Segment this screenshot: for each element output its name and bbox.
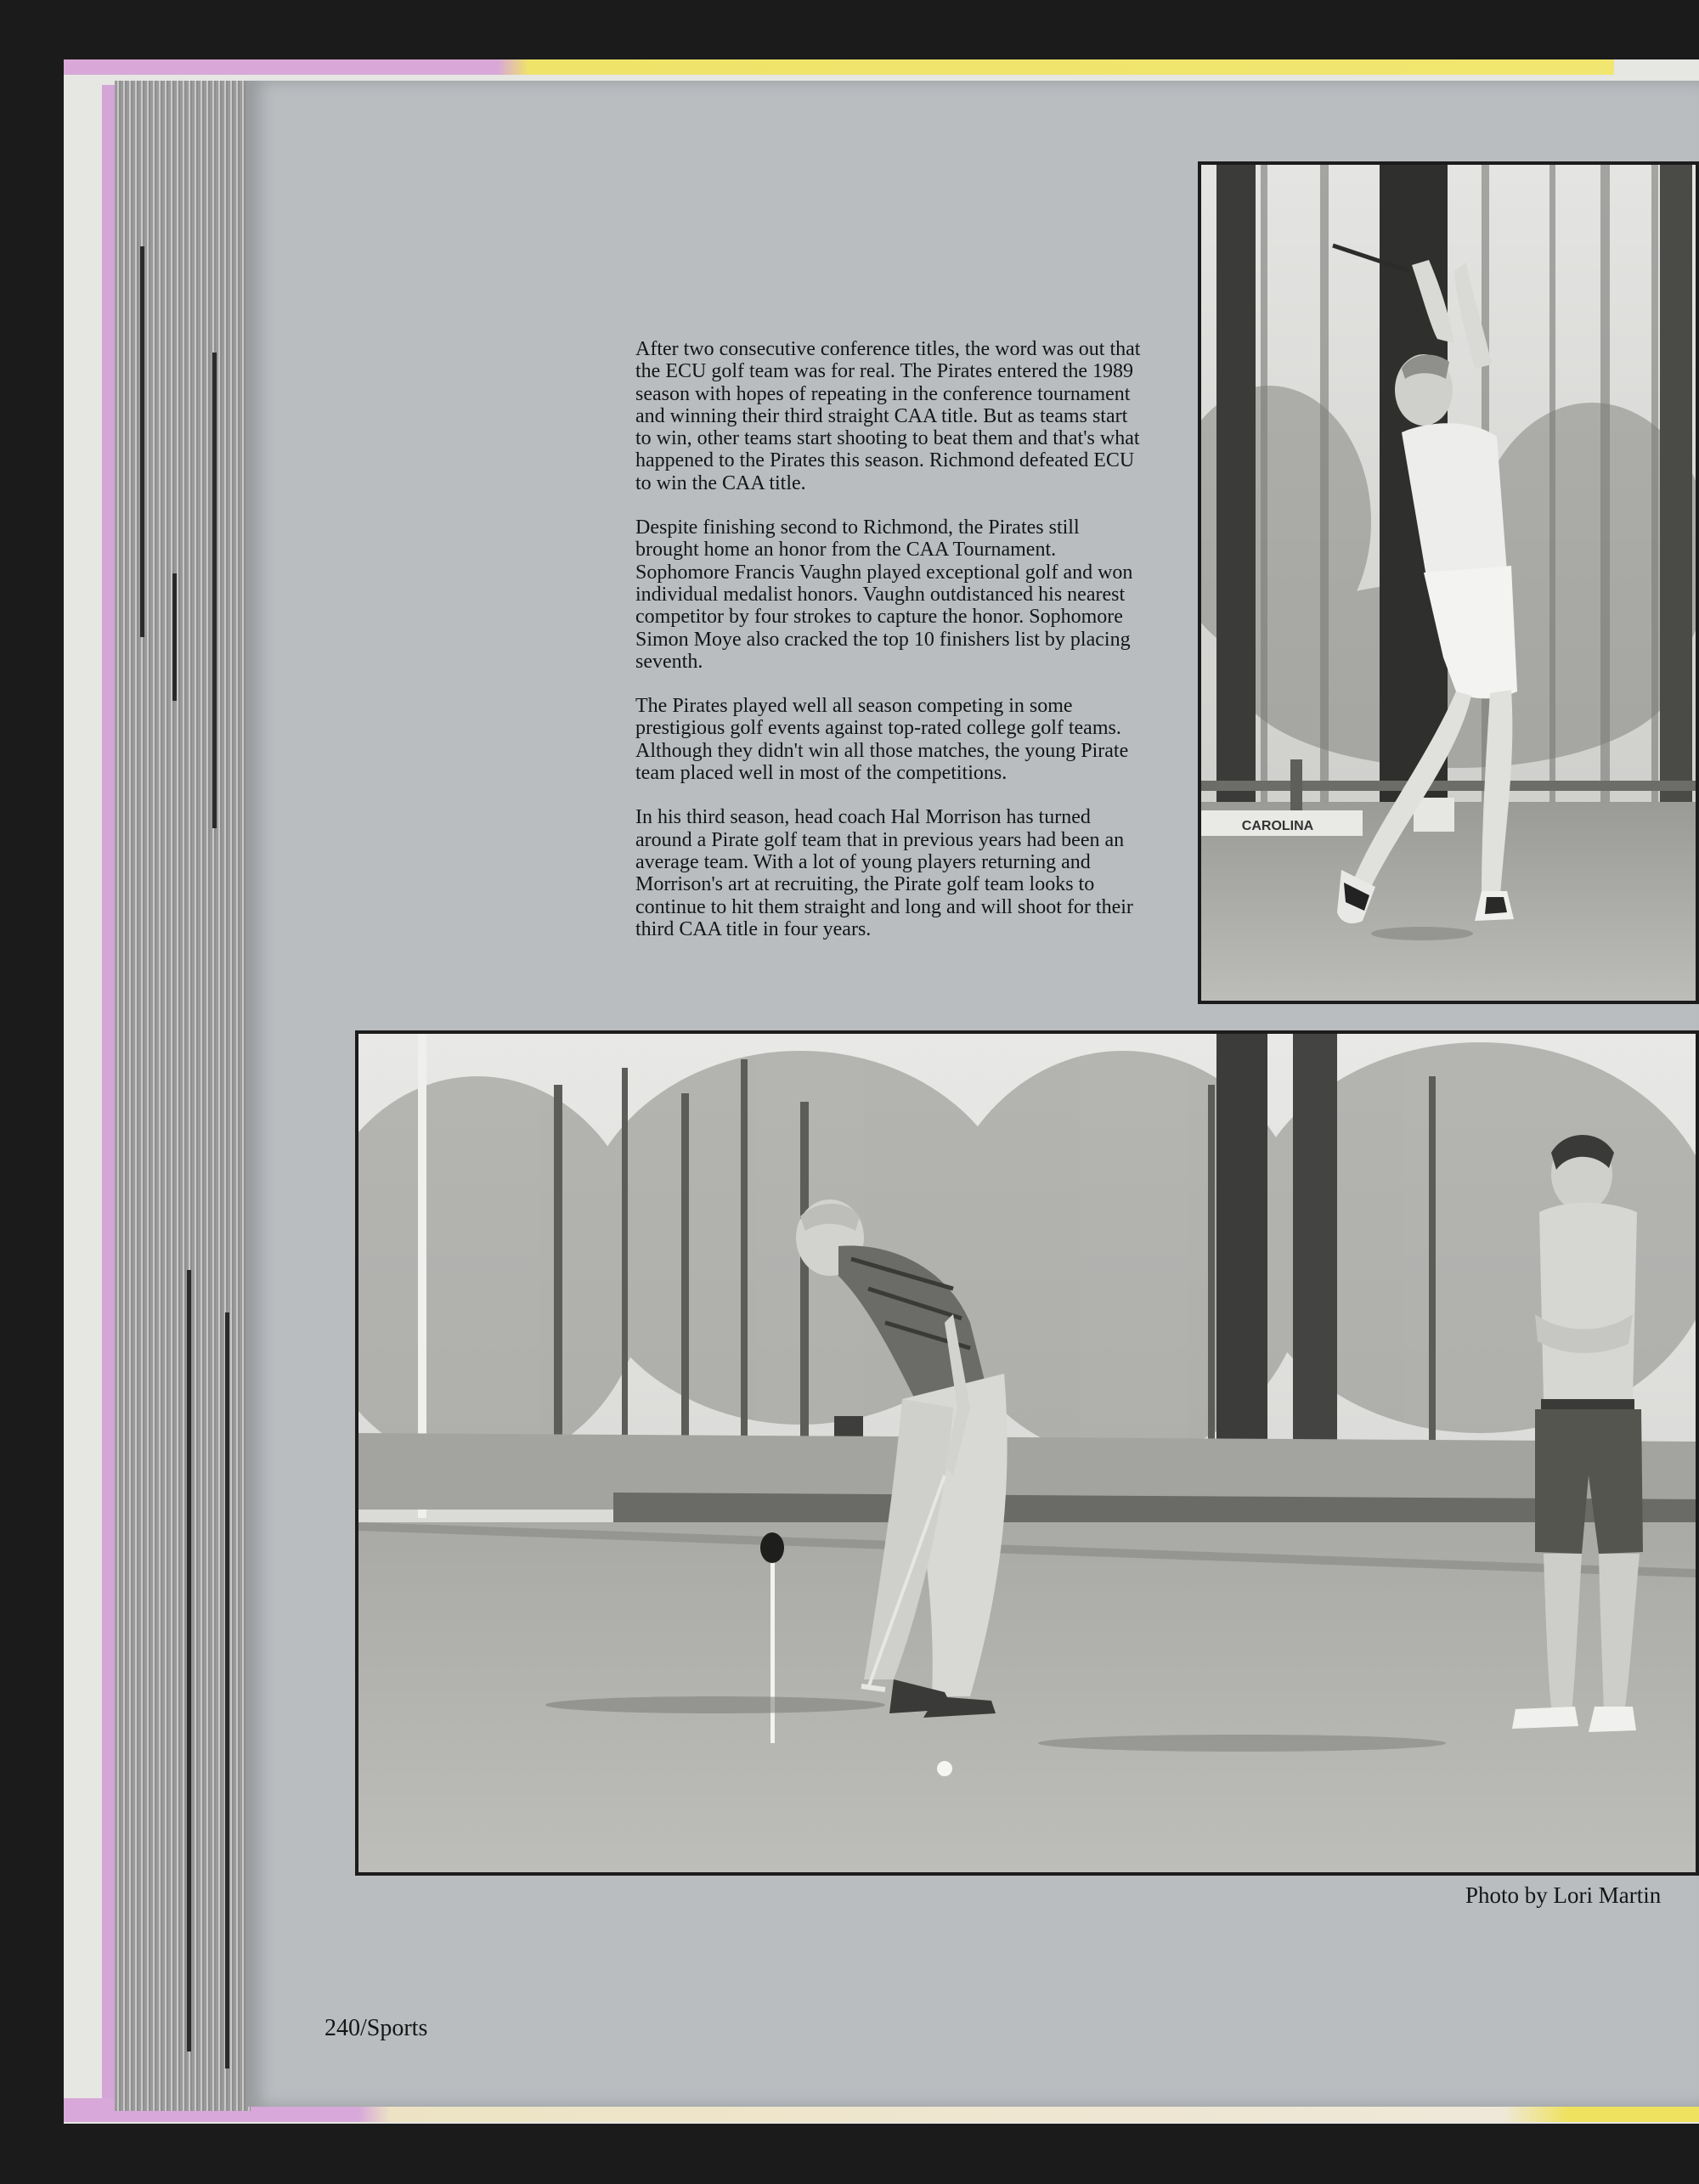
page-edge-mark xyxy=(187,1270,191,2051)
golfer-swing-photo xyxy=(1198,161,1699,1004)
article-paragraph: In his third season, head coach Hal Morrison has turned around a Pirate golf team that in previous years had been an average team. With a lot of young players returning and Morrison's art at recruiting, the Pirate golf team looks to continue to hit them straight and long and will shoot for their third CAA title in four years. xyxy=(635,806,1133,940)
course-sign-text: CAROLINA xyxy=(1241,819,1314,833)
photo-credit: Photo by Lori Martin xyxy=(1465,1882,1662,1908)
cover-top-edge xyxy=(64,59,1614,75)
page-edge-mark xyxy=(172,573,177,701)
page-edge-mark xyxy=(212,353,217,828)
page-edge-mark xyxy=(225,1312,229,2068)
page-edge-mark xyxy=(140,246,144,637)
article-paragraph: After two consecutive conference titles, the word was out that the ECU golf team was for real. The Pirates entered the 1989 season with hopes of repeating in the conference tournament and winning their third straight CAA title. But as teams start to win, other teams start shooting to beat them and that's what happened to the Pirates this season. Richmond defeated ECU to win the CAA title. xyxy=(635,338,1141,494)
article-body xyxy=(635,338,1145,962)
article-paragraph: The Pirates played well all season competing in some prestigious golf events against top-rated college golf teams. Although they didn't win all those matches, the young Pirate team placed well in most of the competitions. xyxy=(635,695,1129,785)
stacked-page-edges xyxy=(115,81,251,2111)
article-paragraph: Despite finishing second to Richmond, the Pirates still brought home an honor from the CAA Tournament. Sophomore Francis Vaughn played exceptional golf and won individual medalist honors. Vaughn outdistanced his nearest competitor by four strokes to capture the honor. Sophomore Simon Moye also cracked the top 10 finishers list by placing seventh. xyxy=(635,516,1133,673)
putting-green-photo xyxy=(355,1030,1699,1876)
cover-spine-edge xyxy=(102,85,116,2098)
page-folio: 240/Sports xyxy=(325,2015,428,2041)
